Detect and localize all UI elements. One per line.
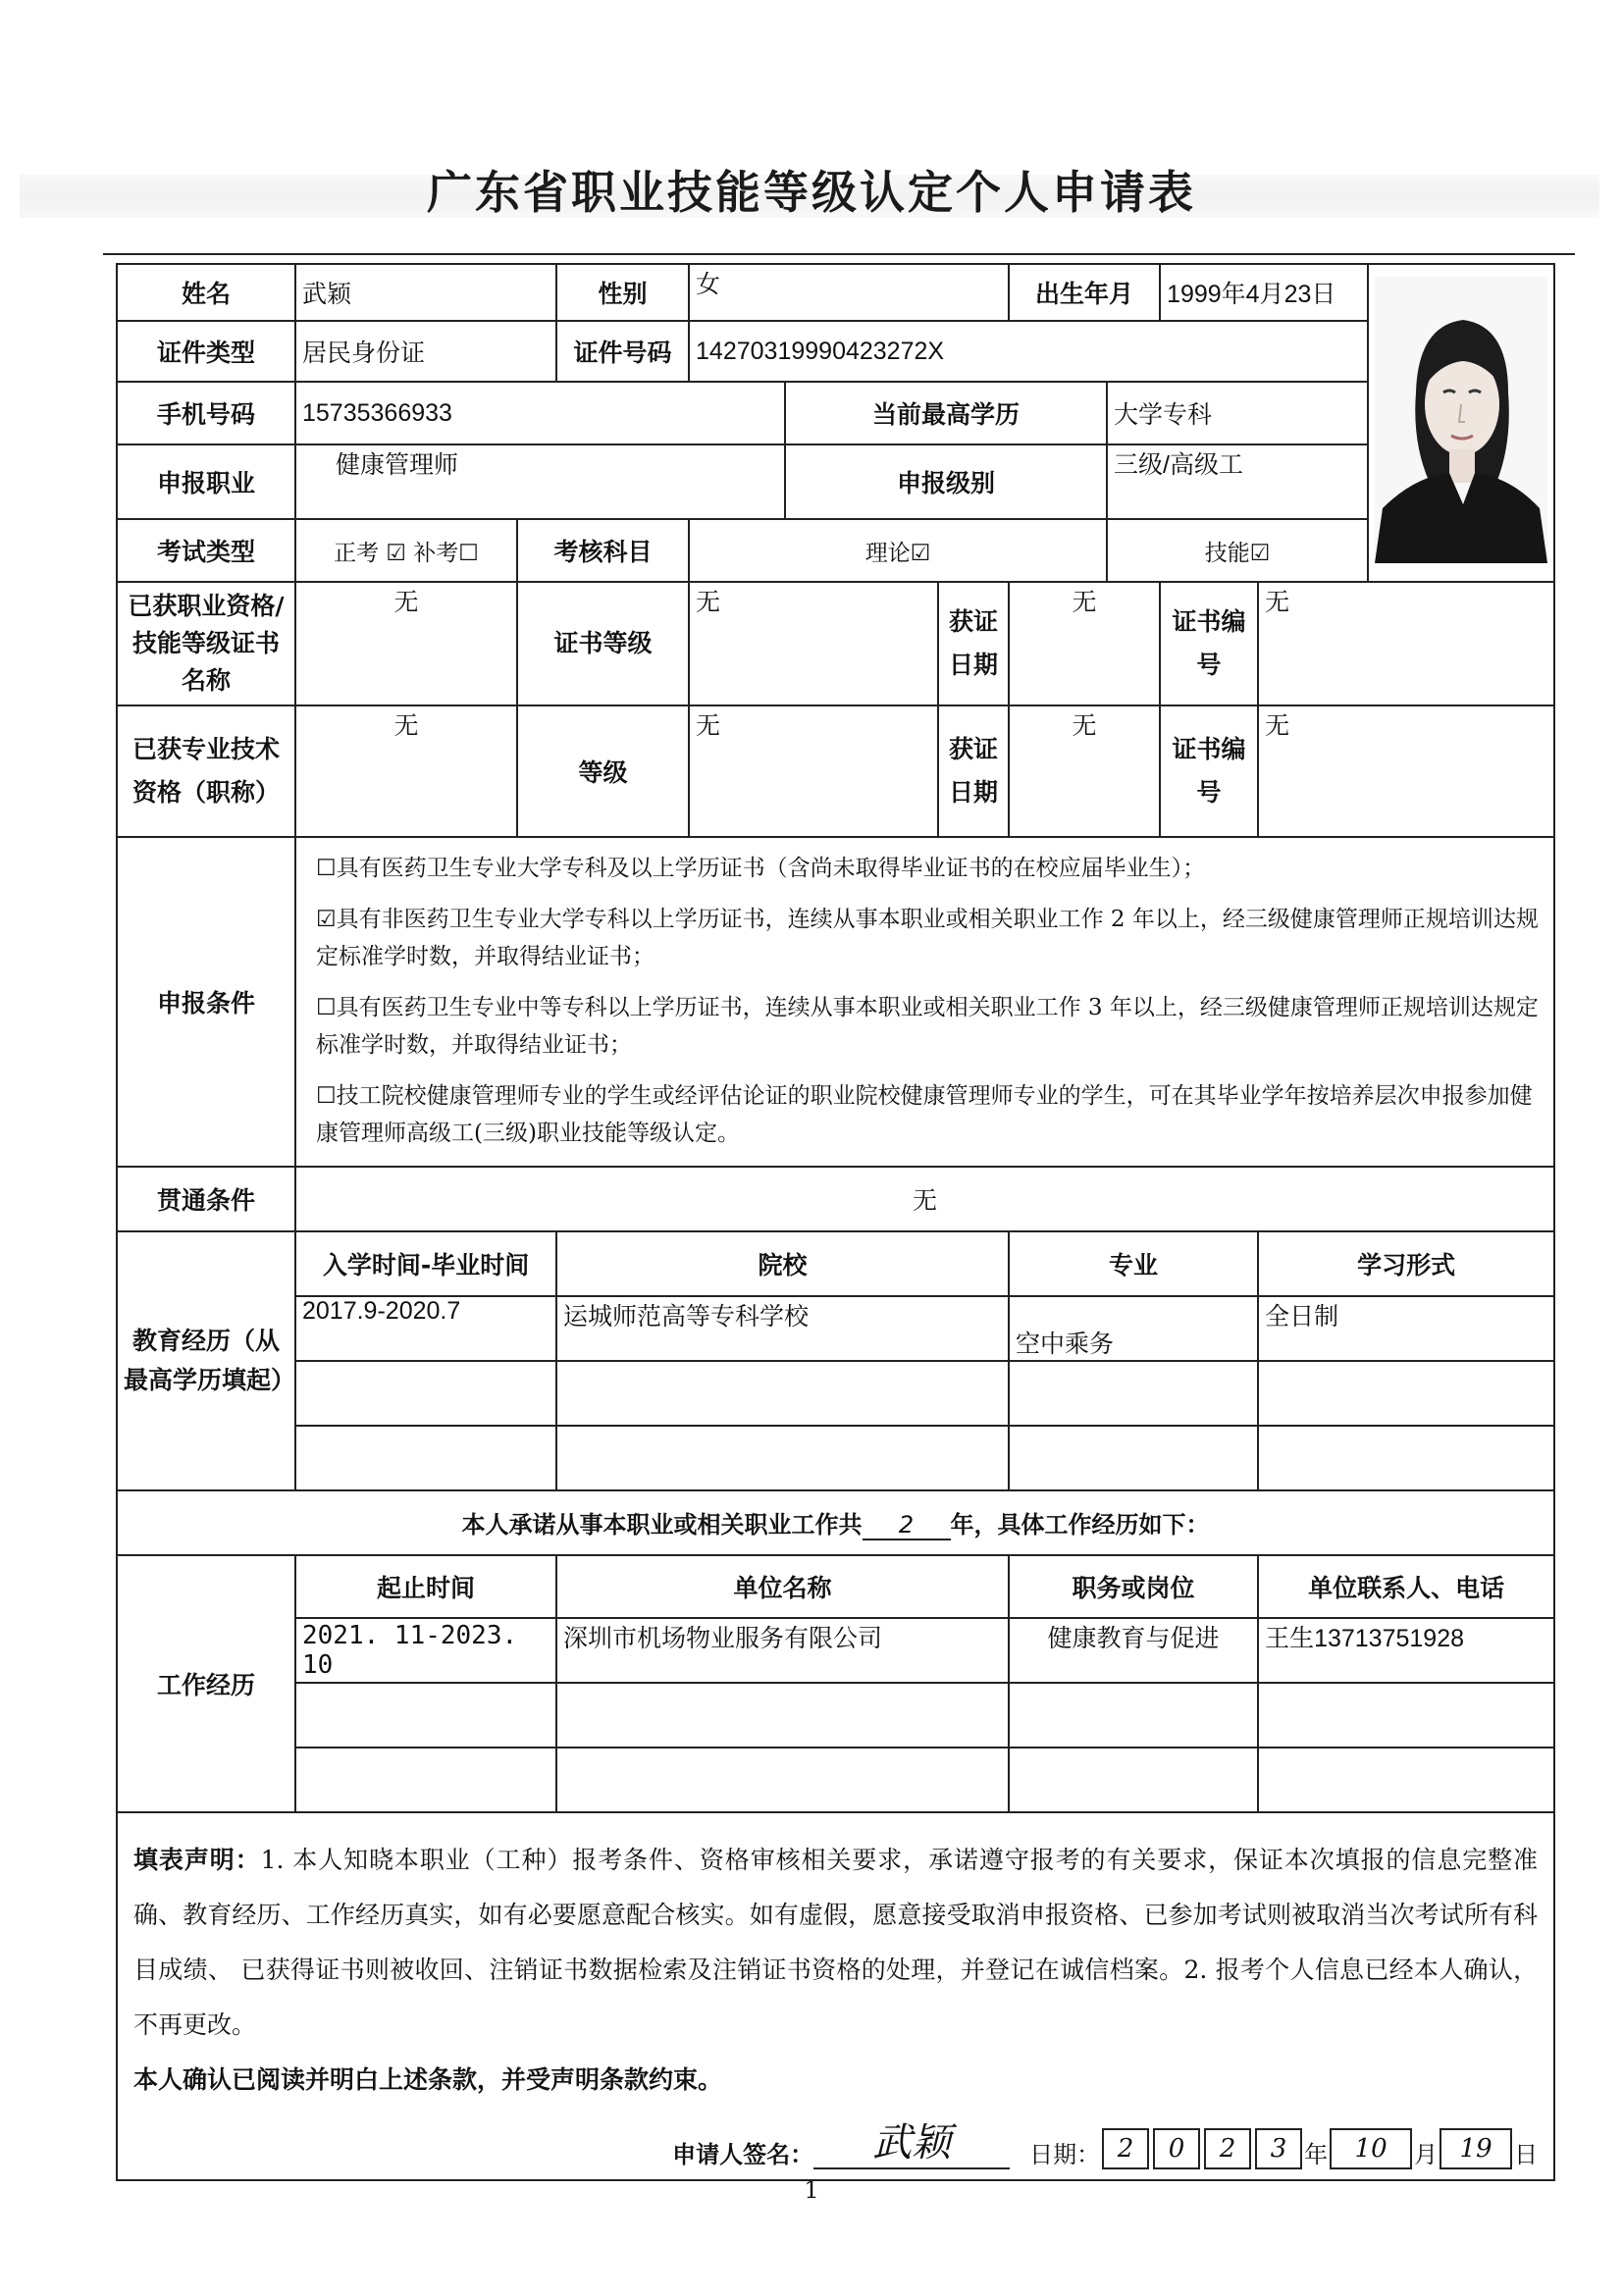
date-label: 日期： [1029, 2141, 1101, 2168]
conditions-list [295, 837, 1554, 1167]
tech-title-date: 无 [1009, 705, 1160, 837]
declaration-text [133, 1833, 1538, 2053]
condition-item: ☐技工院校健康管理师专业的学生或经评估论证的职业院校健康管理师专业的学生，可在其毕业学年按培养层次申报参加健康管理师高级工(三级)职业技能等级认定。 [316, 1083, 1533, 1146]
tech-title-date-label: 获证日期 [938, 705, 1009, 837]
work-promise-post: 年，具体工作经历如下： [950, 1511, 1210, 1539]
year-unit: 年 [1304, 2141, 1329, 2168]
photo-cell [1368, 264, 1554, 582]
condition-item: ☑具有非医药卫生专业大学专科以上学历证书，连续从事本职业或相关职业工作 2 年以上，经三级健康管理师正规培训达规定标准学时数，并取得结业证书； [316, 907, 1539, 969]
edu-cell [295, 1426, 556, 1490]
name-label: 姓名 [117, 264, 295, 321]
work-header-company: 单位名称 [556, 1555, 1009, 1618]
id-no-value: 14270319990423272X [689, 321, 1368, 382]
occupation-value: 健康管理师 [295, 444, 785, 519]
qual-cert-level-label: 证书等级 [517, 582, 689, 705]
edu-header-mode: 学习形式 [1258, 1231, 1554, 1296]
work-cell [295, 1748, 556, 1812]
edu-header-period: 入学时间-毕业时间 [295, 1231, 556, 1296]
work-years: 2 [863, 1511, 951, 1540]
work-cell [556, 1683, 1009, 1748]
edu-cell [556, 1426, 1009, 1490]
declaration-body: 1. 本人知晓本职业（工种）报考条件、资格审核相关要求，承诺遵守报考的有关要求，保证本次填报的信息完整准确、教育经历、工作经历真实，如有必要愿意配合核实。如有虚假，愿意接受取消申报资格、已参加考试则被取消当次考试所有科目成绩、 已获得证书则被收回、注销证书数据检索及注销证书资格的处理，并登记在诚信档案。2. 报考个人信息已经本人确认，不再更改。 [133, 1846, 1539, 2039]
month-unit: 月 [1414, 2141, 1439, 2168]
tech-title-label: 已获专业技术资格（职称） [117, 705, 295, 837]
edu-cell: 2017.9-2020.7 [295, 1296, 556, 1361]
id-type-value: 居民身份证 [295, 321, 556, 382]
edu-cell [1258, 1361, 1554, 1426]
exam-type-label: 考试类型 [117, 519, 295, 582]
exam-type-value: 正考 ☑ 补考☐ [295, 519, 517, 582]
edu-cell: 运城师范高等专科学校 [556, 1296, 1009, 1361]
gender-value: 女 [689, 264, 1009, 321]
work-cell: 2021. 11-2023. 10 [295, 1618, 556, 1683]
level-value: 三级/高级工 [1107, 444, 1368, 519]
day-unit: 日 [1514, 2141, 1539, 2168]
edu-header-school: 院校 [556, 1231, 1009, 1296]
level-label: 申报级别 [785, 444, 1107, 519]
application-form [116, 263, 1555, 2181]
year-digit-box: 2 [1102, 2128, 1149, 2169]
edu-cell [556, 1361, 1009, 1426]
work-header-position: 职务或岗位 [1009, 1555, 1258, 1618]
work-header-contact: 单位联系人、电话 [1258, 1555, 1554, 1618]
edu-cell [1009, 1361, 1258, 1426]
through-label: 贯通条件 [117, 1167, 295, 1231]
work-cell [295, 1683, 556, 1748]
table-row [117, 1426, 1554, 1490]
work-cell [1009, 1748, 1258, 1812]
table-row [117, 1683, 1554, 1748]
edu-header-major: 专业 [1009, 1231, 1258, 1296]
qual-cert-date-label: 获证日期 [938, 582, 1009, 705]
work-promise-pre: 本人承诺从事本职业或相关职业工作共 [461, 1511, 863, 1539]
condition-item: ☐具有医药卫生专业中等专科以上学历证书，连续从事本职业或相关职业工作 3 年以上，经三级健康管理师正规培训达规定标准学时数，并取得结业证书； [316, 995, 1539, 1058]
work-header-period: 起止时间 [295, 1555, 556, 1618]
month-box: 10 [1330, 2128, 1412, 2169]
declaration [117, 1812, 1554, 2180]
through-value: 无 [295, 1167, 1554, 1231]
tech-title-name: 无 [295, 705, 517, 837]
subject-theory: 理论☑ [689, 519, 1107, 582]
title-divider [103, 253, 1575, 255]
name-value: 武颖 [295, 264, 556, 321]
phone-value: 15735366933 [295, 382, 785, 444]
education-label: 当前最高学历 [785, 382, 1107, 444]
work-cell: 深圳市机场物业服务有限公司 [556, 1618, 1009, 1683]
page-number: 1 [804, 2176, 819, 2204]
qual-cert-label: 已获职业资格/技能等级证书名称 [117, 582, 295, 705]
applicant-photo [1375, 277, 1547, 563]
tech-title-no-label: 证书编号 [1160, 705, 1258, 837]
birth-label: 出生年月 [1009, 264, 1160, 321]
gender-label: 性别 [556, 264, 689, 321]
year-digit-box: 3 [1255, 2128, 1302, 2169]
day-box: 19 [1440, 2128, 1512, 2169]
year-digit-box: 0 [1153, 2128, 1200, 2169]
work-cell: 健康教育与促进 [1009, 1618, 1258, 1683]
id-type-label: 证件类型 [117, 321, 295, 382]
declaration-lead: 填表声明： [133, 1846, 261, 1874]
conditions-label: 申报条件 [117, 837, 295, 1167]
edu-cell: 全日制 [1258, 1296, 1554, 1361]
work-cell [1258, 1748, 1554, 1812]
declaration-confirm: 本人确认已阅读并明白上述条款，并受声明条款约束。 [133, 2065, 723, 2094]
applicant-signature: 武颖 [813, 2112, 1010, 2169]
birth-value: 1999年4月23日 [1160, 264, 1368, 321]
id-no-label: 证件号码 [556, 321, 689, 382]
tech-title-no: 无 [1258, 705, 1554, 837]
work-cell [556, 1748, 1009, 1812]
work-cell [1258, 1683, 1554, 1748]
signature-line [133, 2112, 1538, 2169]
work-cell: 王生13713751928 [1258, 1618, 1554, 1683]
table-row [117, 1618, 1554, 1683]
qual-cert-no-label: 证书编号 [1160, 582, 1258, 705]
edu-cell [1009, 1426, 1258, 1490]
qual-cert-no: 无 [1258, 582, 1554, 705]
work-promise [117, 1490, 1554, 1555]
qual-cert-date: 无 [1009, 582, 1160, 705]
qual-cert-name: 无 [295, 582, 517, 705]
table-row [117, 1296, 1554, 1361]
year-digit-box: 2 [1204, 2128, 1251, 2169]
qual-cert-level: 无 [689, 582, 938, 705]
condition-item: ☐具有医药卫生专业大学专科及以上学历证书（含尚未取得毕业证书的在校应届毕业生）； [316, 856, 1206, 881]
tech-title-level-label: 等级 [517, 705, 689, 837]
phone-label: 手机号码 [117, 382, 295, 444]
occupation-label: 申报职业 [117, 444, 295, 519]
subject-label: 考核科目 [517, 519, 689, 582]
sign-label: 申请人签名： [672, 2141, 814, 2168]
table-row [117, 1361, 1554, 1426]
subject-skill: 技能☑ [1107, 519, 1368, 582]
edu-cell [1258, 1426, 1554, 1490]
tech-title-level: 无 [689, 705, 938, 837]
education-value: 大学专科 [1107, 382, 1368, 444]
edu-cell: 空中乘务 [1009, 1296, 1258, 1361]
work-hist-label: 工作经历 [117, 1555, 295, 1812]
education-hist-label: 教育经历（从最高学历填起） [117, 1231, 295, 1490]
edu-cell [295, 1361, 556, 1426]
work-cell [1009, 1683, 1258, 1748]
page-title: 广东省职业技能等级认定个人申请表 [427, 166, 1196, 219]
table-row [117, 1748, 1554, 1812]
